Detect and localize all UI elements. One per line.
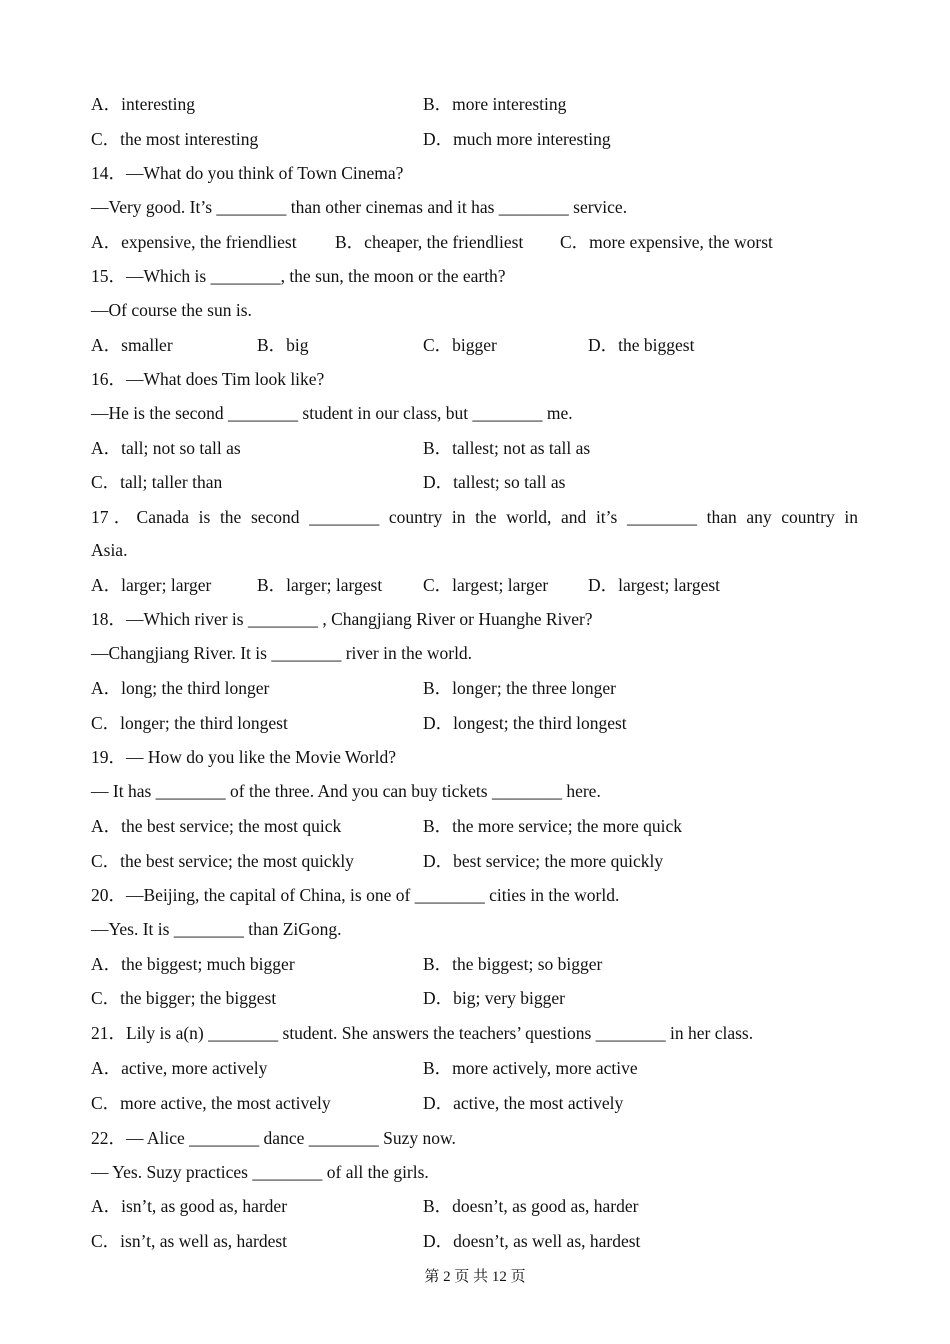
q21-option-d: D．active, the most actively bbox=[423, 1093, 624, 1113]
q13-option-b: B．more interesting bbox=[423, 94, 567, 114]
q22-option-c: C．isn’t, as well as, hardest bbox=[91, 1231, 288, 1251]
page-footer: 第 2 页 共 12 页 bbox=[424, 1269, 526, 1285]
q19-option-a: A．the best service; the most quick bbox=[91, 816, 342, 836]
q20-dialogue: —Yes. It is ________ than ZiGong. bbox=[91, 919, 342, 939]
q22-option-b: B．doesn’t, as good as, harder bbox=[423, 1196, 639, 1216]
q20-option-b: B．the biggest; so bigger bbox=[423, 954, 603, 974]
q18-option-b: B．longer; the three longer bbox=[423, 678, 616, 698]
q18-option-a: A．long; the third longer bbox=[91, 678, 270, 698]
q21-option-b: B．more actively, more active bbox=[423, 1058, 638, 1078]
q16-option-b: B．tallest; not as tall as bbox=[423, 438, 591, 458]
q22-dialogue: — Yes. Suzy practices ________ of all the girls. bbox=[91, 1162, 429, 1182]
q17-option-d: D．largest; largest bbox=[588, 575, 721, 595]
q22-option-d: D．doesn’t, as well as, hardest bbox=[423, 1231, 641, 1251]
q17-stem: 17．Canada is the second ________ country in the world, and it’s ________ than any country in bbox=[91, 507, 858, 527]
q16-option-a: A．tall; not so tall as bbox=[91, 438, 241, 458]
q19-dialogue: — It has ________ of the three. And you can buy tickets ________ here. bbox=[91, 781, 601, 801]
q15-option-b: B．big bbox=[257, 335, 309, 355]
q14-option-b: B．cheaper, the friendliest bbox=[335, 232, 524, 252]
q21-option-c: C．more active, the most actively bbox=[91, 1093, 331, 1113]
q15-option-a: A．smaller bbox=[91, 335, 173, 355]
q14-option-a: A．expensive, the friendliest bbox=[91, 232, 297, 252]
q16-stem: 16．—What does Tim look like? bbox=[91, 369, 325, 389]
q13-option-d: D．much more interesting bbox=[423, 129, 611, 149]
q17-option-b: B．larger; largest bbox=[257, 575, 383, 595]
q18-option-d: D．longest; the third longest bbox=[423, 713, 627, 733]
q20-stem: 20．—Beijing, the capital of China, is one of ________ cities in the world. bbox=[91, 885, 620, 905]
q20-option-c: C．the bigger; the biggest bbox=[91, 988, 277, 1008]
q19-stem: 19．— How do you like the Movie World? bbox=[91, 747, 396, 767]
q19-option-b: B．the more service; the more quick bbox=[423, 816, 683, 836]
q13-option-a: A．interesting bbox=[91, 94, 196, 114]
q15-dialogue: —Of course the sun is. bbox=[91, 300, 252, 320]
q13-option-c: C．the most interesting bbox=[91, 129, 259, 149]
q16-dialogue: —He is the second ________ student in our class, but ________ me. bbox=[91, 403, 573, 423]
q17-option-c: C．largest; larger bbox=[423, 575, 549, 595]
q18-option-c: C．longer; the third longest bbox=[91, 713, 288, 733]
q16-option-c: C．tall; taller than bbox=[91, 472, 223, 492]
q19-option-c: C．the best service; the most quickly bbox=[91, 851, 354, 871]
q21-stem: 21．Lily is a(n) ________ student. She answers the teachers’ questions ________ in her class. bbox=[91, 1023, 754, 1043]
q20-option-d: D．big; very bigger bbox=[423, 988, 565, 1008]
q14-dialogue: —Very good. It’s ________ than other cinemas and it has ________ service. bbox=[91, 197, 628, 217]
q22-stem: 22．— Alice ________ dance ________ Suzy now. bbox=[91, 1128, 456, 1148]
q16-option-d: D．tallest; so tall as bbox=[423, 472, 566, 492]
q15-option-c: C．bigger bbox=[423, 335, 497, 355]
q17-stem-continued: Asia. bbox=[91, 540, 128, 560]
q21-option-a: A．active, more actively bbox=[91, 1058, 268, 1078]
q15-option-d: D．the biggest bbox=[588, 335, 695, 355]
q18-dialogue: —Changjiang River. It is ________ river in the world. bbox=[91, 643, 473, 663]
q19-option-d: D．best service; the more quickly bbox=[423, 851, 664, 871]
q14-stem: 14．—What do you think of Town Cinema? bbox=[91, 163, 404, 183]
q17-option-a: A．larger; larger bbox=[91, 575, 212, 595]
q18-stem: 18．—Which river is ________ , Changjiang River or Huanghe River? bbox=[91, 609, 593, 629]
q20-option-a: A．the biggest; much bigger bbox=[91, 954, 295, 974]
q14-option-c: C．more expensive, the worst bbox=[560, 232, 773, 252]
q22-option-a: A．isn’t, as good as, harder bbox=[91, 1196, 288, 1216]
q15-stem: 15．—Which is ________, the sun, the moon or the earth? bbox=[91, 266, 506, 286]
